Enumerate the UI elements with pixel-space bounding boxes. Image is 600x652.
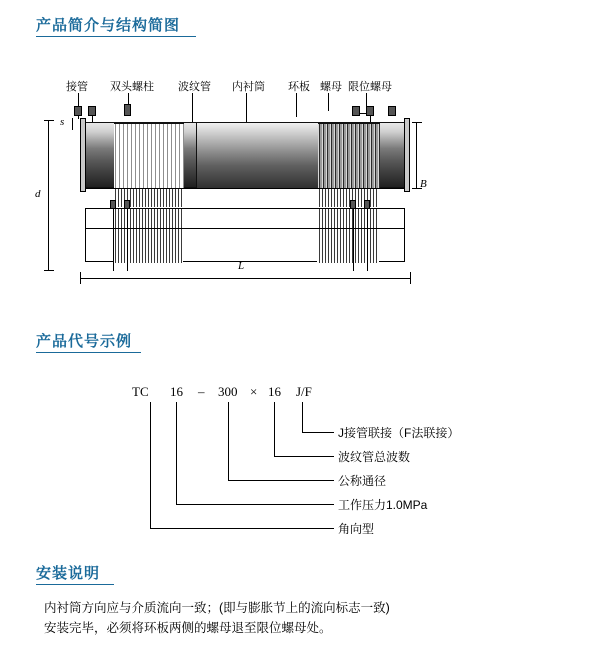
dimension-label-L: L (238, 260, 245, 272)
tie-rod-bottom-right (353, 209, 354, 271)
section-underline-code (36, 352, 141, 353)
structure-diagram (0, 60, 600, 290)
code-note-dn: 公称通径 (338, 474, 387, 488)
bellows-left-lower (113, 209, 183, 263)
dimension-tick-L-left (80, 272, 81, 284)
stud-bottom-right-1 (350, 200, 356, 209)
callout-label-xianweiluomu: 限位螺母 (348, 81, 392, 93)
section-title-code: 产品代号示例 (36, 333, 133, 350)
dimension-line-s (72, 118, 73, 130)
dimension-tick-d-bottom (44, 270, 54, 271)
dimension-label-s: s (60, 116, 65, 128)
section-title-structure: 产品简介与结构简图 (36, 17, 181, 34)
dimension-tick-B-top (412, 122, 422, 123)
callout-label-shuangtouluozhu: 双头螺柱 (110, 81, 154, 93)
code-note-type: 角向型 (338, 522, 375, 536)
tie-rod-bottom-left-2 (127, 209, 128, 271)
stud-top-right-3 (388, 106, 396, 116)
code-token-16a: 16 (170, 384, 183, 399)
code-leader-vertical-type (150, 402, 151, 528)
stud-top-right-1 (352, 106, 360, 116)
leader-luomu (328, 93, 329, 111)
code-leader-vertical-pressure (176, 402, 177, 504)
ring-plate-right-upper (404, 118, 410, 192)
code-note-jf: J接管联接（F法联接） (338, 426, 460, 440)
centerline-lower (86, 228, 404, 229)
section-underline-structure (36, 36, 196, 37)
product-code-example (0, 370, 600, 540)
expansion-joint-body-lower (85, 208, 405, 262)
code-note-pressure: 工作压力1.0MPa (338, 498, 428, 512)
code-token-dash: – (198, 384, 205, 399)
bellows-left-upper (114, 123, 184, 189)
leader-huanban (296, 93, 297, 117)
stud-top-left-3 (124, 104, 131, 116)
stud-top-left-1 (74, 106, 82, 116)
stud-bottom-left-2 (124, 200, 130, 209)
code-token-16b: 16 (268, 384, 281, 399)
code-leader-vertical-jf (302, 402, 303, 432)
code-token-times: × (250, 384, 258, 399)
code-leader-horizontal-jf (302, 432, 334, 433)
dimension-label-B: B (420, 178, 427, 190)
code-leader-vertical-dn (228, 402, 229, 480)
install-note-line-1: 内衬筒方向应与介质流向一致；(即与膨胀节上的流向标志一致) (44, 601, 390, 615)
dimension-label-d: d (35, 188, 41, 200)
bellows-right-upper (318, 123, 380, 189)
stud-bottom-left-1 (110, 200, 116, 209)
section-underline-install (36, 584, 114, 585)
bellows-right-lower (317, 209, 379, 263)
install-note-line-2: 安装完毕，必须将环板两侧的螺母退至限位螺母处。 (44, 621, 332, 635)
code-leader-horizontal-waves (274, 456, 334, 457)
callout-label-neichentong: 内衬筒 (232, 81, 265, 93)
dimension-line-L (80, 278, 410, 279)
section-title-install: 安装说明 (36, 565, 101, 582)
install-notes (44, 598, 564, 638)
callout-label-luomu: 螺母 (320, 81, 342, 93)
ring-plate-left-upper (80, 118, 86, 192)
dimension-tick-L-right (410, 272, 411, 284)
stud-top-left-2 (88, 106, 96, 116)
tie-rod-bottom-right-2 (367, 209, 368, 271)
callout-label-jieguan: 接管 (66, 81, 88, 93)
callout-label-huanban: 环板 (288, 81, 310, 93)
code-note-waves: 波纹管总波数 (338, 450, 411, 464)
callout-label-bowenguan: 波纹管 (178, 81, 211, 93)
inner-sleeve (196, 123, 326, 189)
code-leader-horizontal-pressure (176, 504, 334, 505)
tie-rod-bottom-left (113, 209, 114, 271)
code-token-300: 300 (218, 384, 238, 399)
expansion-joint-body-upper (85, 122, 405, 188)
code-token-tc: TC (132, 384, 149, 399)
stud-bottom-right-2 (364, 200, 370, 209)
stud-top-right-2 (366, 106, 374, 116)
dimension-line-B (416, 122, 417, 188)
code-token-jf: J/F (296, 384, 312, 399)
code-leader-horizontal-type (150, 528, 334, 529)
dimension-line-d (48, 120, 49, 270)
dimension-tick-d-top (44, 120, 54, 121)
code-leader-vertical-waves (274, 402, 275, 456)
code-leader-horizontal-dn (228, 480, 334, 481)
